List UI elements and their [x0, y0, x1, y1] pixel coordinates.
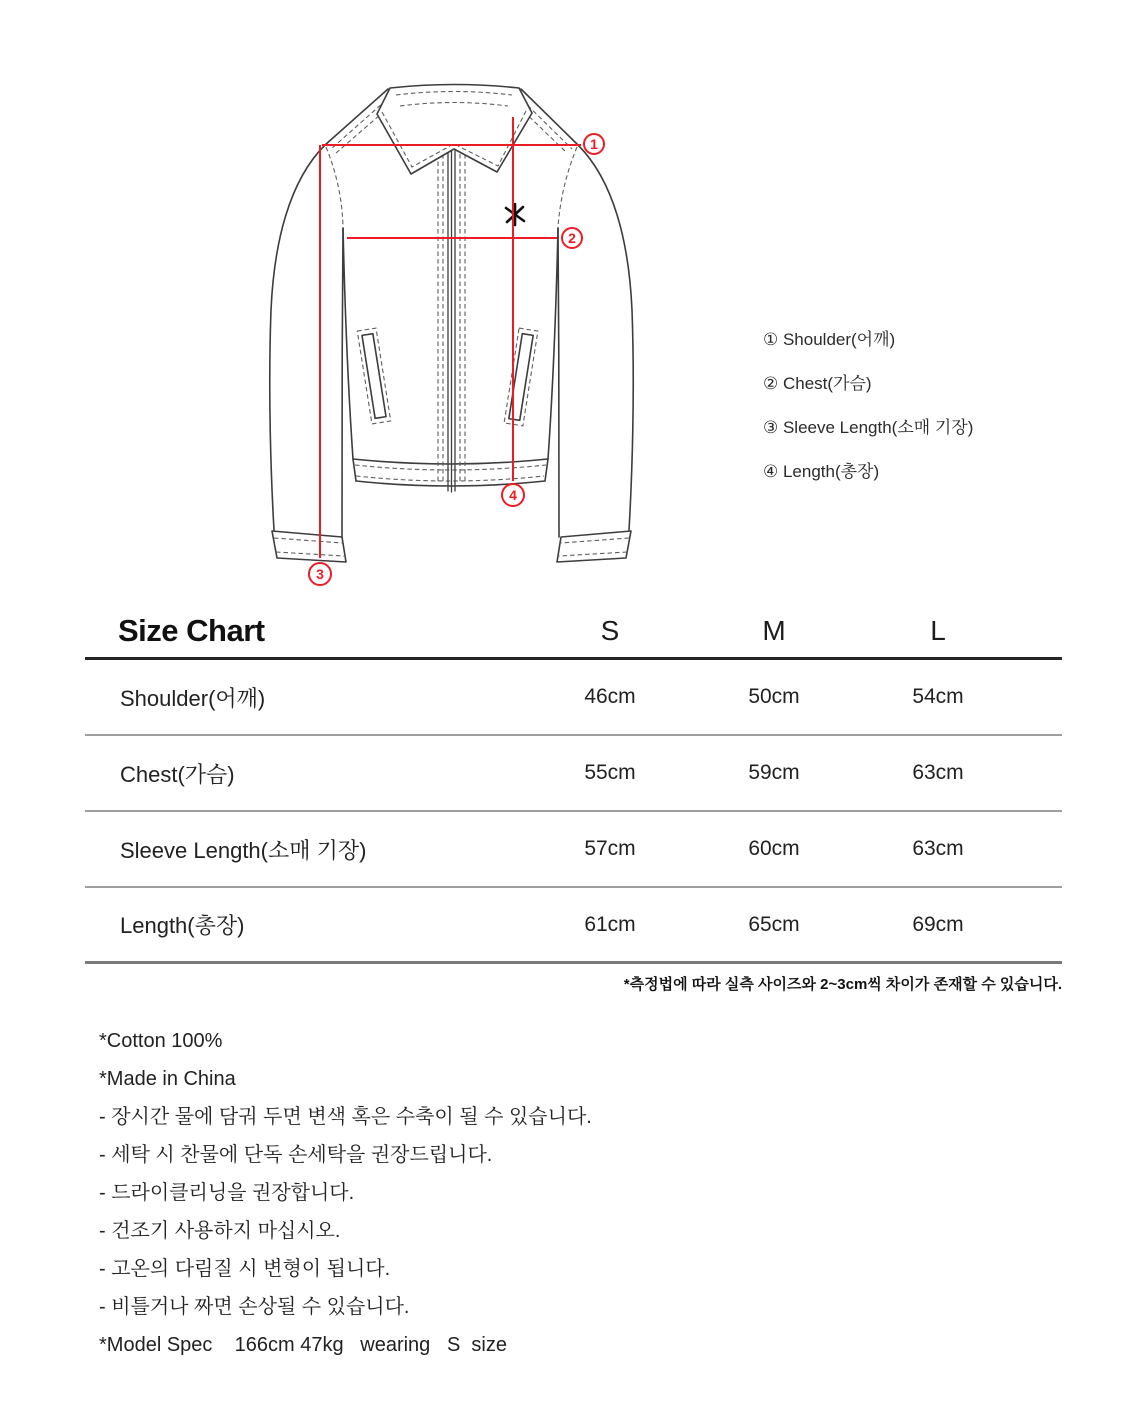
size-chart-title: Size Chart: [118, 612, 265, 648]
size-chart-header-row: [85, 604, 1062, 660]
cell-value: 65cm: [748, 912, 800, 936]
column-header-m: M: [762, 614, 786, 646]
cell-value: 46cm: [584, 685, 636, 708]
logo-asterisk-icon: [506, 204, 524, 225]
measurement-lines: [320, 117, 581, 558]
cell-value: 59cm: [748, 761, 800, 784]
callout-2-number: 2: [568, 230, 576, 246]
table-row-sleeve-length: [85, 812, 1062, 888]
cell-value: 57cm: [584, 837, 636, 860]
cell-value: 69cm: [912, 912, 964, 936]
cell-value: 63cm: [912, 837, 964, 860]
note-care-6: - 비틀거나 짜면 손상될 수 있습니다.: [99, 1296, 410, 1318]
callout-4-number: 4: [509, 487, 517, 503]
jacket-pocket-left: [357, 328, 390, 424]
measurement-tolerance-footnote: *측정법에 따라 실측 사이즈와 2~3cm씩 차이가 존재할 수 있습니다.: [623, 976, 1062, 993]
jacket-hem-band: [353, 459, 548, 486]
note-care-3: - 드라이클리닝을 권장합니다.: [99, 1182, 355, 1204]
note-care-5: - 고온의 다림질 시 변형이 됩니다.: [99, 1258, 391, 1280]
row-label: Length(총장): [120, 913, 245, 938]
cell-value: 54cm: [912, 685, 964, 708]
size-chart-table: [85, 604, 1062, 994]
cell-value: 63cm: [912, 761, 964, 784]
column-header-l: L: [930, 614, 946, 646]
callout-3: [309, 563, 331, 585]
row-label: Chest(가슴): [120, 761, 235, 787]
row-label: Shoulder(어깨): [120, 685, 266, 711]
legend-item-shoulder: ① Shoulder(어깨): [763, 330, 896, 349]
product-notes: [99, 1030, 592, 1372]
cell-value: 60cm: [748, 837, 800, 860]
table-row-shoulder: [85, 660, 1062, 736]
legend-item-length: ④ Length(총장): [763, 462, 880, 481]
jacket-cuff-right: [557, 531, 631, 562]
cell-value: 61cm: [584, 912, 636, 936]
note-origin: *Made in China: [99, 1068, 236, 1090]
jacket-cuff-left: [272, 531, 346, 562]
legend-item-sleeve-length: ③ Sleeve Length(소매 기장): [763, 418, 974, 437]
callout-3-number: 3: [316, 566, 324, 582]
note-care-2: - 세탁 시 찬물에 단독 손세탁을 권장드립니다.: [99, 1144, 493, 1166]
callout-2: [562, 228, 582, 248]
note-fabric: *Cotton 100%: [99, 1030, 223, 1052]
callout-1-number: 1: [590, 136, 598, 152]
callout-4: [502, 484, 524, 506]
jacket-flat-drawing: [225, 78, 705, 588]
row-label: Sleeve Length(소매 기장): [120, 837, 367, 863]
cell-value: 50cm: [748, 685, 800, 708]
note-model-spec: *Model Spec 166cm 47kg wearing S size: [99, 1334, 507, 1356]
table-row-length: [85, 888, 1062, 964]
jacket-pocket-right: [504, 328, 538, 426]
note-care-4: - 건조기 사용하지 마십시오.: [99, 1220, 341, 1242]
cell-value: 55cm: [584, 761, 636, 784]
column-header-s: S: [600, 614, 620, 646]
note-care-1: - 장시간 물에 담궈 두면 변색 혹은 수축이 될 수 있습니다.: [99, 1106, 592, 1128]
measurement-legend: [763, 331, 973, 507]
table-row-chest: [85, 736, 1062, 812]
callout-1: [584, 134, 604, 154]
jacket-zipper: [438, 150, 465, 492]
legend-item-chest: ② Chest(가슴): [763, 374, 872, 393]
